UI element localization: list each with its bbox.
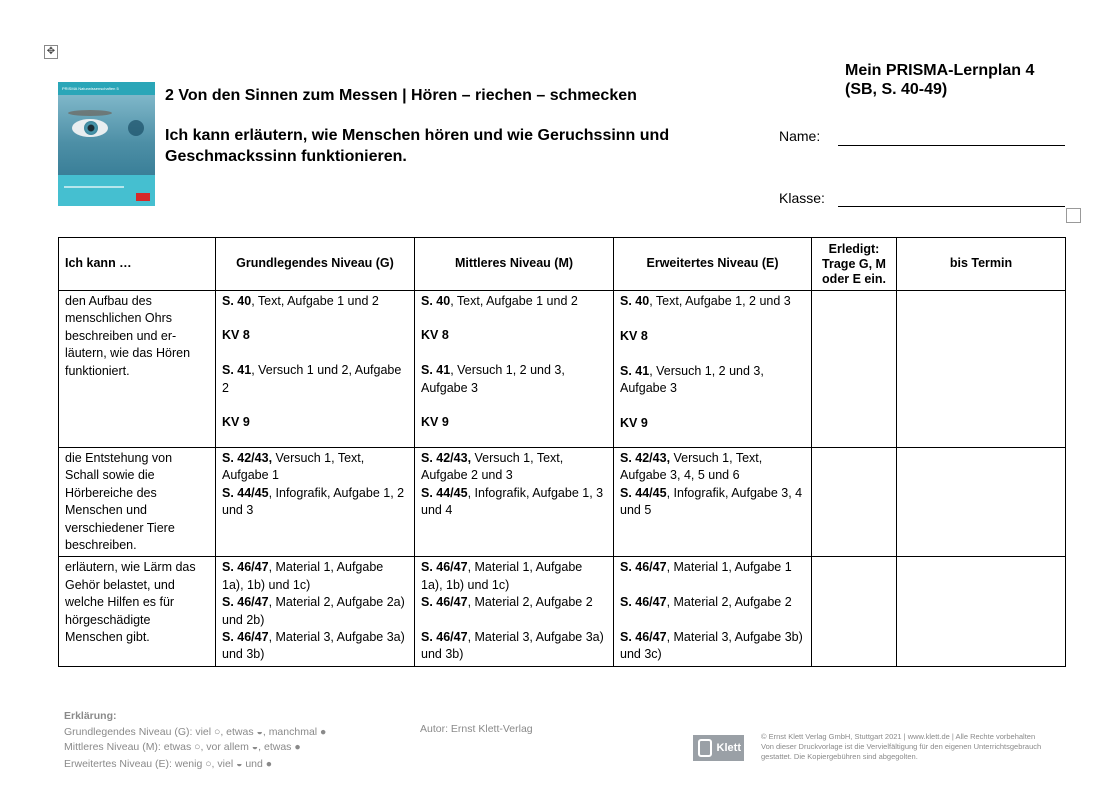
level-m-cell: S. 42/43, Versuch 1, Text, Aufgabe 2 und 3 S. 44/45, Infografik, Aufgabe 1, 3 und 4 <box>415 448 614 557</box>
header-bis-termin: bis Termin <box>897 238 1066 291</box>
level-e-cell: S. 42/43, Versuch 1, Text, Aufgabe 3, 4, 5 und 6 S. 44/45, Infografik, Aufgabe 3, 4 und 5 <box>614 448 812 557</box>
level-g-cell: S. 42/43, Versuch 1, Text, Aufgabe 1 S. 44/45, Infografik, Aufgabe 1, 2 und 3 <box>216 448 415 557</box>
skill-cell: die Entstehung von Schall sowie die Hörbereiche des Menschen und verschiedener Tiere beschreiben. <box>59 448 216 557</box>
legend <box>64 708 326 773</box>
chapter-title: 2 Von den Sinnen zum Messen | Hören – riechen – schmecken <box>165 87 637 104</box>
header-ich-kann: Ich kann … <box>59 238 216 291</box>
author: Autor: Ernst Klett-Verlag <box>420 723 533 735</box>
deadline-cell[interactable] <box>897 448 1066 557</box>
legend-m: Mittleres Niveau (M): etwas ○, vor allem ◒, etwas ● <box>64 741 301 753</box>
header-mittel: Mittleres Niveau (M) <box>415 238 614 291</box>
level-e-cell: S. 46/47, Material 1, Aufgabe 1 S. 46/47, Material 2, Aufgabe 2 S. 46/47, Material 3, Aufgabe 3b) und 3c) <box>614 557 812 666</box>
textbook-cover-image <box>58 82 155 206</box>
table-move-handle[interactable]: ✥ <box>44 45 58 59</box>
table-header-row <box>59 238 1066 291</box>
level-m-cell: S. 46/47, Material 1, Aufgabe 1a), 1b) und 1c) S. 46/47, Material 2, Aufgabe 2 S. 46/47, Material 3, Aufgabe 3a) und 3b) <box>415 557 614 666</box>
plan-title: Mein PRISMA-Lernplan 4 (SB, S. 40-49) <box>845 62 1035 98</box>
level-g-cell: S. 46/47, Material 1, Aufgabe 1a), 1b) und 1c) S. 46/47, Material 2, Aufgabe 2a) und 2b) S. 46/47, Material 3, Aufgabe 3a) und 3b) <box>216 557 415 666</box>
resize-handle[interactable] <box>1066 208 1081 223</box>
level-e-cell: S. 40, Text, Aufgabe 1, 2 und 3 KV 8 S. 41, Versuch 1, 2 und 3, Aufgabe 3 KV 9 <box>614 291 812 448</box>
table-row <box>59 557 1066 666</box>
table-row <box>59 448 1066 557</box>
dolphin-image <box>128 120 144 136</box>
legend-g: Grundlegendes Niveau (G): viel ○, etwas ◒, manchmal ● <box>64 726 327 738</box>
cover-publisher-logo <box>136 193 150 201</box>
learning-plan-table <box>58 237 1066 667</box>
class-field[interactable] <box>838 206 1065 207</box>
deadline-cell[interactable] <box>897 291 1066 448</box>
header-grundlegend: Grundlegendes Niveau (G) <box>216 238 415 291</box>
level-g-cell: S. 40, Text, Aufgabe 1 und 2 KV 8 S. 41, Versuch 1 und 2, Aufgabe 2 KV 9 <box>216 291 415 448</box>
skill-cell: den Aufbau des menschlichen Ohrs beschreiben und er-läutern, wie das Hören funktioniert. <box>59 291 216 448</box>
deadline-cell[interactable] <box>897 557 1066 666</box>
skill-cell: erläutern, wie Lärm das Gehör belastet, und welche Hilfen es für hörgeschädigte Menschen gibt. <box>59 557 216 666</box>
class-label: Klasse: <box>779 190 825 206</box>
done-cell[interactable] <box>812 448 897 557</box>
header-erweitert: Erweitertes Niveau (E) <box>614 238 812 291</box>
legend-e: Erweitertes Niveau (E): wenig ○, viel ◒ und ● <box>64 758 273 770</box>
level-m-cell: S. 40, Text, Aufgabe 1 und 2 KV 8 S. 41, Versuch 1, 2 und 3, Aufgabe 3 KV 9 <box>415 291 614 448</box>
klett-logo: Klett <box>693 735 744 761</box>
copyright-notice: © Ernst Klett Verlag GmbH, Stuttgart 2021 | www.klett.de | Alle Rechte vorbehalten Von dieser Druckvorlage ist die Vervielfältigung für den eigenen Unterrichtsgebrauch gestattet. Die Kopiergebühren sind abgegolten. <box>761 732 1042 761</box>
header-erledigt: Erledigt: Trage G, M oder E ein. <box>812 238 897 291</box>
done-cell[interactable] <box>812 557 897 666</box>
table-row <box>59 291 1066 448</box>
klett-mark-icon <box>698 739 712 757</box>
name-field[interactable] <box>838 145 1065 146</box>
name-label: Name: <box>779 128 821 144</box>
cover-title-band: PRISMA Naturwissenschaften 5 <box>58 82 155 95</box>
learning-goal: Ich kann erläutern, wie Menschen hören und wie Geruchssinn und Geschmackssinn funktionieren. <box>165 127 670 165</box>
legend-title: Erklärung: <box>64 710 117 722</box>
done-cell[interactable] <box>812 291 897 448</box>
